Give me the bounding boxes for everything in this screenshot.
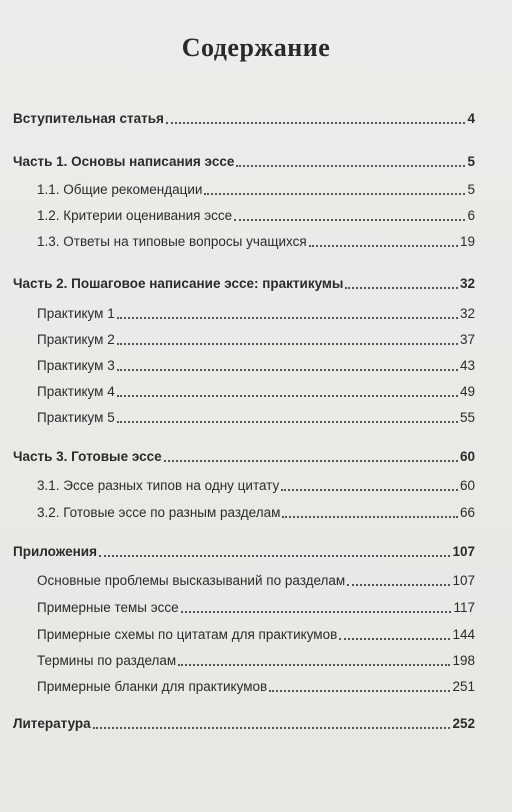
- toc-leader-dots: [117, 369, 458, 371]
- toc-entry-label: 1.3. Ответы на типовые вопросы учащихся: [37, 234, 307, 249]
- toc-entry: [37, 474, 475, 494]
- toc-entry-page: 5: [467, 182, 475, 197]
- toc-entry: [37, 569, 475, 589]
- page-title: Содержание: [181, 33, 331, 62]
- toc-leader-dots: [178, 664, 450, 666]
- toc-entry-label: 3.1. Эссе разных типов на одну цитату: [37, 478, 280, 493]
- toc-leader-dots: [281, 489, 458, 491]
- toc-entry-label: Термины по разделам: [37, 653, 177, 668]
- toc-entry-section: [13, 107, 475, 127]
- toc-entry-section: [13, 272, 475, 292]
- toc-entry-label: 1.1. Общие рекомендации: [37, 182, 203, 197]
- toc-entry-page: 37: [459, 332, 475, 347]
- toc-leader-dots: [99, 555, 451, 557]
- toc-entry-page: 6: [467, 208, 475, 223]
- toc-entry-label: Вступительная статья: [13, 111, 164, 126]
- toc-entry-page: 32: [459, 276, 475, 291]
- toc-entry: [37, 302, 475, 322]
- toc-entry-page: 60: [459, 449, 475, 464]
- toc-entry: [37, 328, 475, 348]
- toc-entry-page: 117: [453, 600, 475, 615]
- toc-entry-page: 4: [467, 111, 475, 126]
- toc-entry-label: Практикум 1: [37, 306, 115, 321]
- toc-entry-page: 144: [452, 627, 475, 642]
- toc-entry-page: 55: [459, 410, 475, 425]
- toc-entry-page: 32: [459, 306, 475, 321]
- toc-leader-dots: [117, 395, 458, 397]
- toc-entry: [37, 675, 475, 695]
- toc-entry: [37, 354, 475, 374]
- toc-entry-label: Часть 1. Основы написания эссе: [13, 154, 235, 169]
- toc-entry-page: 251: [452, 679, 475, 694]
- toc-entry: [37, 178, 475, 198]
- toc-entry: [37, 649, 475, 669]
- toc-entry-page: 252: [452, 716, 475, 731]
- toc-entry-label: Практикум 5: [37, 410, 115, 425]
- toc-entry-page: 107: [452, 573, 475, 588]
- toc-leader-dots: [93, 727, 451, 729]
- toc-leader-dots: [166, 122, 466, 124]
- toc-entry-label: Практикум 3: [37, 358, 115, 373]
- toc-entry-label: Примерные темы эссе: [37, 600, 179, 615]
- toc-leader-dots: [164, 460, 458, 462]
- toc-entry-page: 19: [459, 234, 475, 249]
- toc-entry: [37, 501, 475, 521]
- toc-entry: [37, 230, 475, 250]
- toc-entry-page: 107: [452, 544, 475, 559]
- toc-entry-label: 1.2. Критерии оценивания эссе: [37, 208, 233, 223]
- toc-leader-dots: [181, 611, 452, 613]
- toc-leader-dots: [234, 219, 465, 221]
- toc-leader-dots: [347, 584, 450, 586]
- toc-entry: [37, 380, 475, 400]
- toc-leader-dots: [282, 516, 458, 518]
- toc-entry-page: 49: [459, 384, 475, 399]
- toc-leader-dots: [117, 317, 458, 319]
- toc-entry-label: Практикум 4: [37, 384, 115, 399]
- toc-entry-label: Часть 2. Пошаговое написание эссе: практикумы: [13, 276, 344, 291]
- toc-entry: [37, 623, 475, 643]
- toc-entry-label: Основные проблемы высказываний по разделам: [37, 573, 346, 588]
- toc-entry-label: Приложения: [13, 544, 97, 559]
- toc-entry: [37, 596, 475, 616]
- toc-entry-label: Примерные бланки для практикумов: [37, 679, 268, 694]
- toc-entry-label: Практикум 2: [37, 332, 115, 347]
- toc-entry-page: 5: [467, 154, 475, 169]
- toc-leader-dots: [204, 193, 465, 195]
- toc-entry-page: 60: [459, 478, 475, 493]
- toc-entry-page: 198: [452, 653, 475, 668]
- toc-entry-section: [13, 150, 475, 170]
- toc-entry-section: [13, 445, 475, 465]
- toc-entry-page: 66: [459, 505, 475, 520]
- toc-leader-dots: [236, 165, 465, 167]
- toc-entry: [37, 204, 475, 224]
- toc-leader-dots: [309, 245, 458, 247]
- toc-entry-label: Литература: [13, 716, 91, 731]
- toc-entry-section: [13, 540, 475, 560]
- toc-entry-page: 43: [459, 358, 475, 373]
- toc-entry-section: [13, 712, 475, 732]
- toc-leader-dots: [269, 690, 450, 692]
- toc-leader-dots: [345, 287, 458, 289]
- toc-leader-dots: [339, 638, 450, 640]
- toc-leader-dots: [117, 343, 458, 345]
- toc-leader-dots: [117, 421, 458, 423]
- toc-entry-label: Часть 3. Готовые эссе: [13, 449, 162, 464]
- toc-entry: [37, 406, 475, 426]
- toc-entry-label: 3.2. Готовые эссе по разным разделам: [37, 505, 281, 520]
- toc-entry-label: Примерные схемы по цитатам для практикумов: [37, 627, 338, 642]
